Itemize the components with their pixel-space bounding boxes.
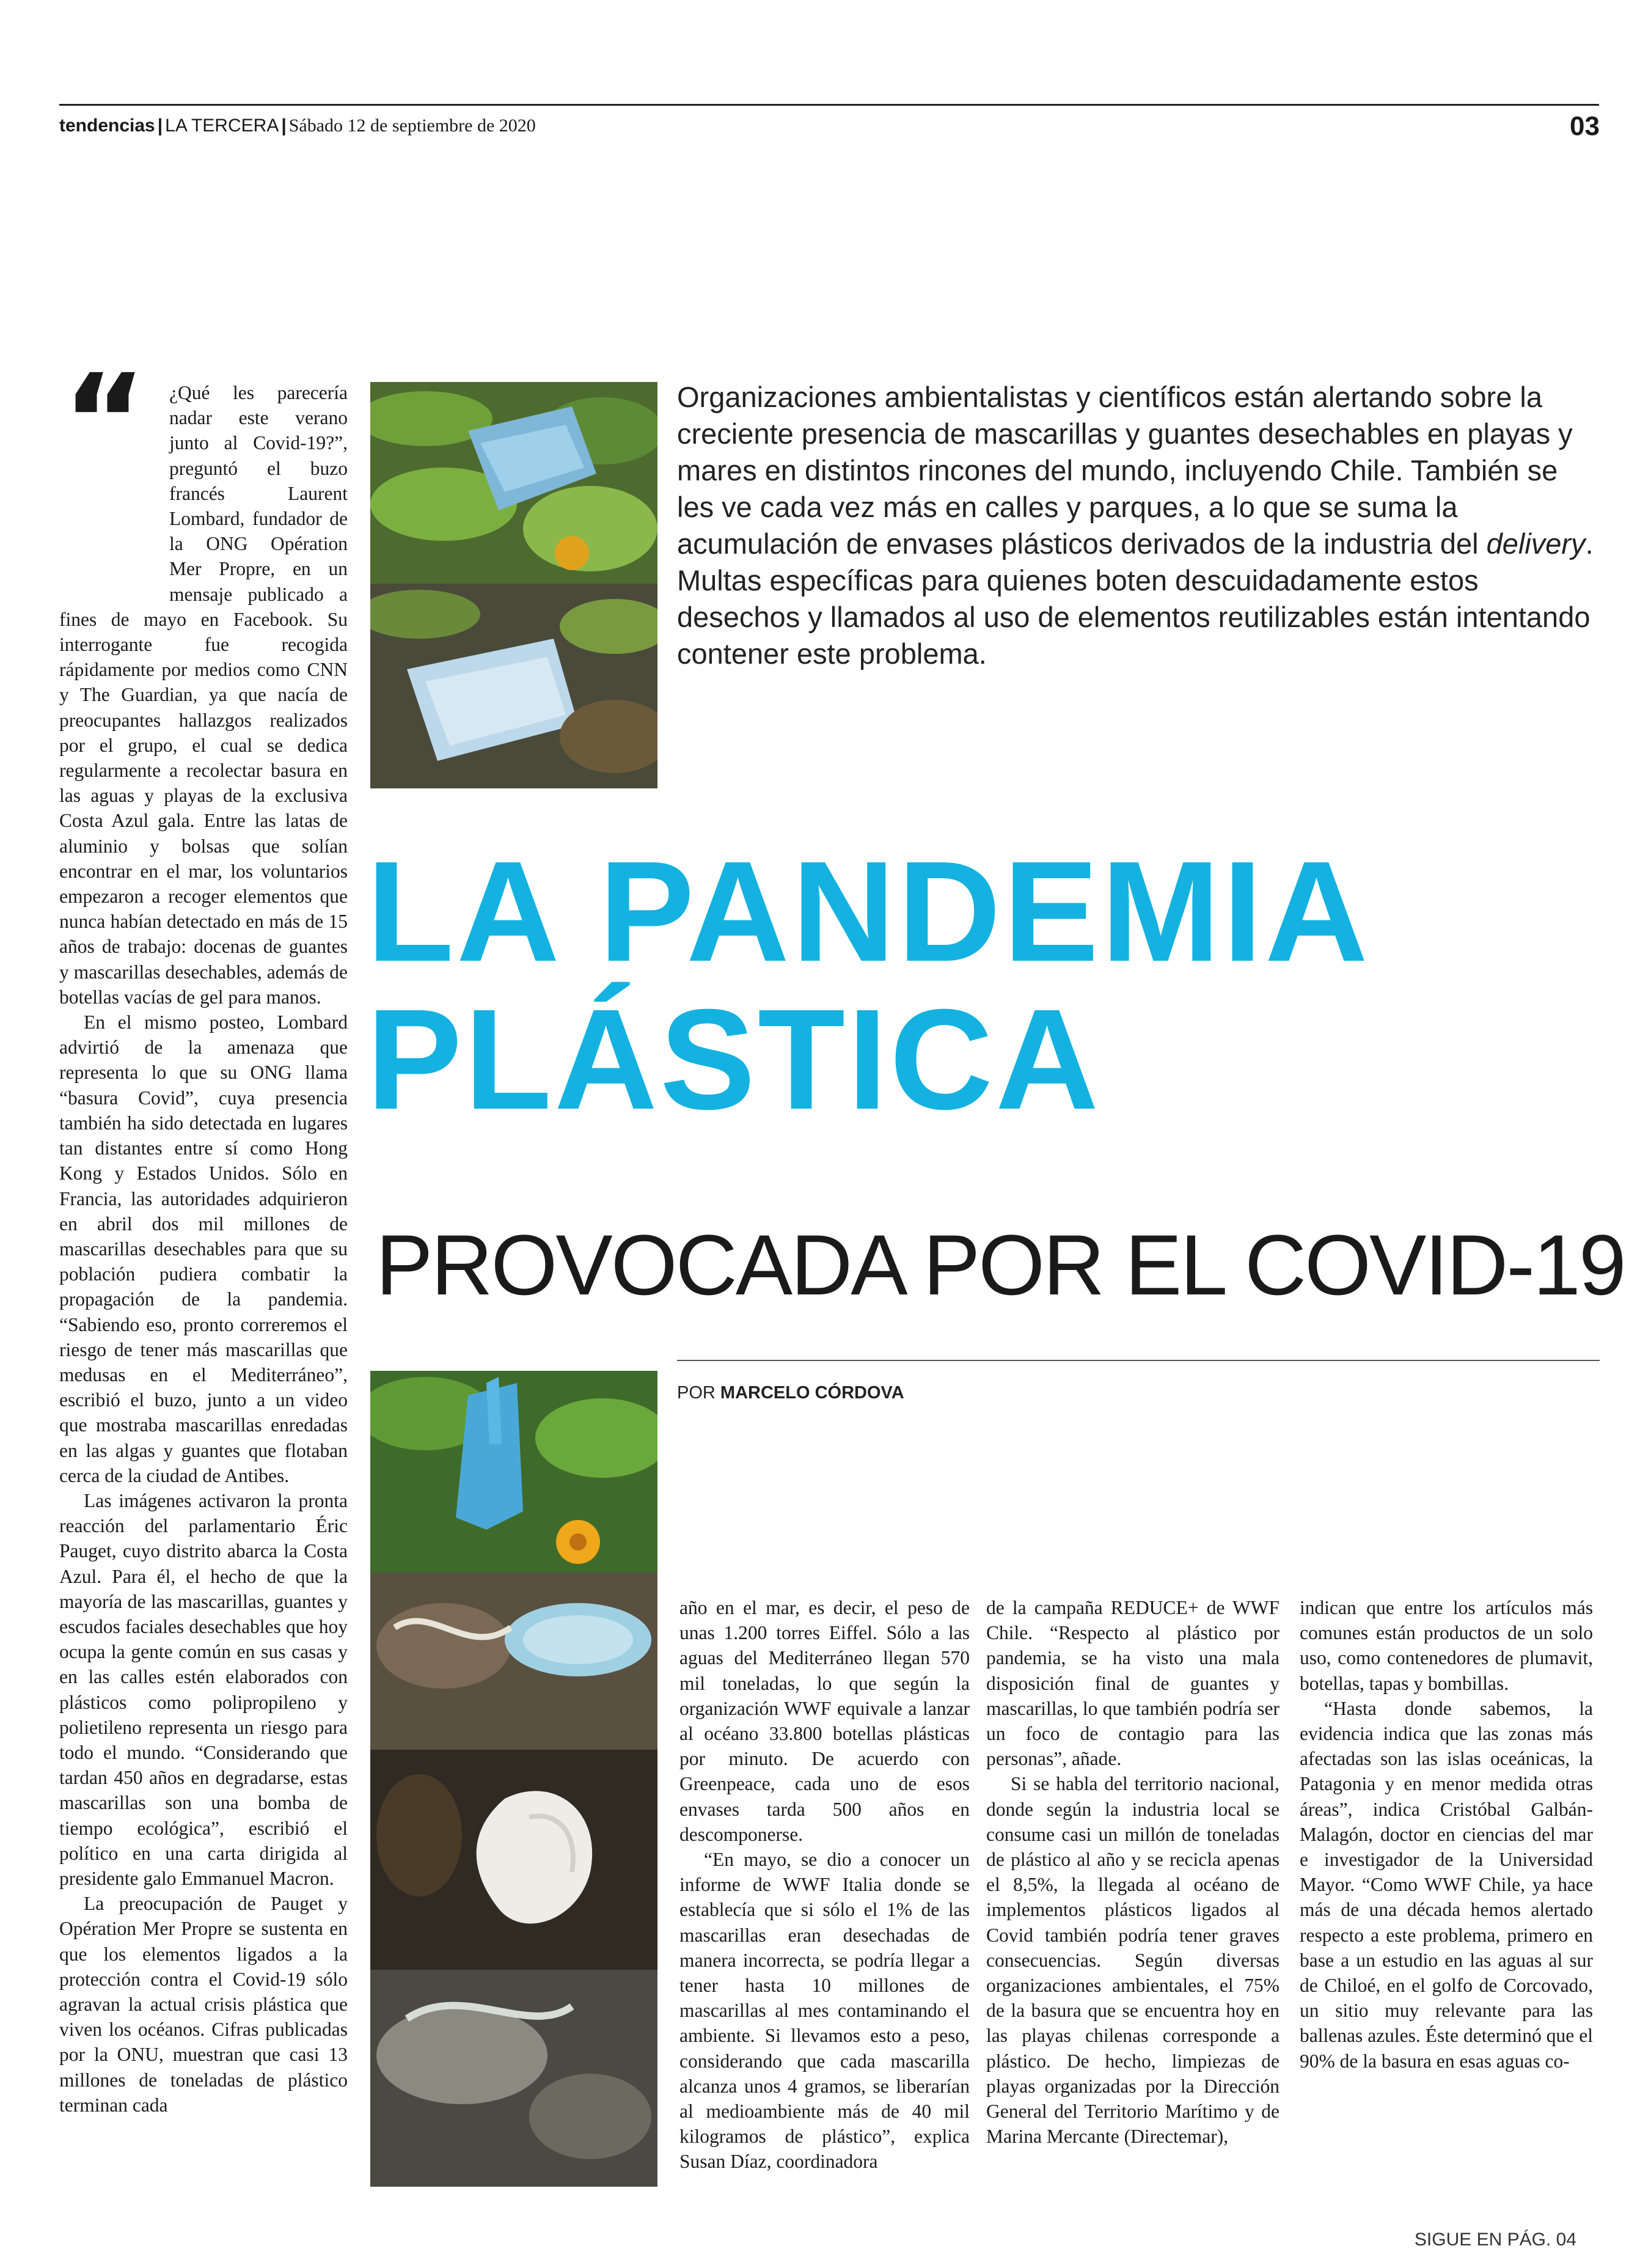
deck-text: Organizaciones ambientalistas y científicos están alertando sobre la creciente presencia de mascarillas y guantes desechables en playas y mares en distintos rincones del mundo, incluyendo Chile. También se les ve cada vez más en calles y parques, a lo que se suma la acumulación de envases plásticos derivados de la industria del xyxy=(677,381,1573,560)
paragraph: ¿Qué les parecería nadar este verano junto al Covid-19?”, preguntó el buzo francés Laurent Lombard, fundador de la ONG Opération Mer Propre, en un mensaje publicado a fines de mayo en Facebook. Su interrogante fue recogida rápidamente por medios como CNN y The Guardian, ya que nacía de preocupantes hallazgos realizados por el grupo, el cual se dedica regularmente a recolectar basura en las aguas y playas de la exclusiva Costa Azul gala. Entre las latas de aluminio y bolsas que solían encontrar en el mar, los voluntarios empezaron a recoger elementos que nunca habían detectado en más de 15 años de trabajo: docenas de guantes y mascarillas desechables, además de botellas vacías de gel para manos. xyxy=(59,380,348,1010)
photo-masks-in-leaves xyxy=(370,382,657,788)
paragraph: de la campaña REDUCE+ de WWF Chile. “Respecto al plástico por pandemia, se ha visto una mala disposición final de guantes y mascarillas, lo que también podría ser un foco de contagio para las personas”, añade. xyxy=(986,1597,1279,1770)
deck-italic-term: delivery xyxy=(1486,527,1586,560)
byline-prefix: POR xyxy=(677,1383,716,1403)
headline-line-2: PLÁSTICA xyxy=(367,979,1101,1139)
masthead xyxy=(59,115,536,137)
headline-line-1: LA PANDEMIA xyxy=(367,831,1371,991)
byline xyxy=(677,1383,904,1403)
paragraph: año en el mar, es decir, el peso de unas 1.200 torres Eiffel. Sólo a las aguas del Mediterráneo llegan 570 mil toneladas, lo que según la organización WWF equivale a lanzar al océano 33.800 botellas plásticas por minuto. De acuerdo con Greenpeace, cada uno de esos envases tarda 500 años en descomponerse. xyxy=(679,1597,970,1845)
article-column-2 xyxy=(679,1595,970,2174)
masthead-rule xyxy=(59,104,1599,106)
paragraph: La preocupación de Pauget y Opération Mer Propre se sustenta en que los elementos ligados a la protección contra el Covid-19 sólo agravan la actual crisis plástica que viven los océanos. Cifras publicadas por la ONU, muestran que casi 13 millones de toneladas de plástico terminan cada xyxy=(59,1893,348,2116)
quote-spacer xyxy=(59,380,169,582)
paragraph: “En mayo, se dio a conocer un informe de WWF Italia donde se establecía que si sólo el 1% de las mascarillas eran desechadas de manera incorrecta, se podría llegar a tener hasta 10 millones de mascarillas al mes contaminando el ambiente. Si llevamos esto a peso, considerando que cada mascarilla alcanza unos 4 gramos, se liberarían al medioambiente más de 40 mil kilogramos de plástico”, explica Susan Díaz, coordinadora xyxy=(679,1849,970,2173)
paragraph: “Hasta donde sabemos, la evidencia indica que las zonas más afectadas son las islas oceánicas, la Patagonia y en menor medida otras áreas”, indica Cristóbal Galbán-Malagón, doctor en ciencias del mar e investigador de la Universidad Mayor. “Como WWF Chile, ya hace más de una década hemos alertado respecto a este problema, primero en base a un estudio en las aguas al sur de Chiloé, en el golfo de Corcovado, un sitio muy relevante para las ballenas azules. Éste determinó que el 90% de la basura en esas aguas co- xyxy=(1300,1697,1593,2072)
page-number: 03 xyxy=(1570,111,1600,141)
article-column-4 xyxy=(1300,1595,1593,2074)
subheadline: PROVOCADA POR EL COVID-19 xyxy=(376,1217,1625,1313)
deck-text: . Multas específicas para quienes boten descuidadamente estos desechos y llamados al uso de elementos reutilizables están intentando contener este problema. xyxy=(677,527,1594,670)
masthead-separator: | xyxy=(157,116,163,136)
article-deck xyxy=(677,379,1594,672)
article-column-1 xyxy=(59,380,348,2118)
photo-gloves-svg xyxy=(370,1371,657,2187)
section-name: tendencias xyxy=(59,116,155,136)
byline-rule xyxy=(677,1360,1600,1361)
photo-gloves-strip xyxy=(370,1371,657,2187)
opening-quote-mark: “ xyxy=(62,347,147,496)
paragraph: Si se habla del territorio nacional, donde según la industria local se consume casi un millón de toneladas de plástico al año y se recicla apenas el 8,5%, la llegada al océano de implementos plásticos ligados al Covid también podría tener graves consecuencias. Según diversas organizaciones ambientales, el 75% de la basura que se encuentra hoy en las playas chilenas corresponde a plástico. De hecho, limpiezas de playas organizadas por la Dirección General del Territorio Marítimo y de Marina Mercante (Directemar), xyxy=(986,1773,1279,2148)
continued-on-page: SIGUE EN PÁG. 04 xyxy=(1414,2229,1576,2250)
issue-date: Sábado 12 de septiembre de 2020 xyxy=(288,116,536,136)
paragraph: Las imágenes activaron la pronta reacción del parlamentario Éric Pauget, cuyo distrito abarca la Costa Azul. Para él, el hecho de que la mayoría de las mascarillas, guantes y escudos faciales desechables que hoy ocupa la gente común en sus casas y en las calles estén elaborados con plásticos como polipropileno y polietileno representa un riesgo para todo el mundo. “Considerando que tardan 450 años en degradarse, estas mascarillas son una bomba de tiempo ecológica”, escribió el político en una carta dirigida al presidente galo Emmanuel Macron. xyxy=(59,1489,348,1889)
newspaper-name: LA TERCERA xyxy=(165,116,279,136)
article-column-3 xyxy=(986,1595,1279,2149)
masthead-separator: | xyxy=(281,116,287,136)
photo-masks-svg xyxy=(370,382,657,788)
headline xyxy=(367,831,1619,1139)
paragraph: En el mismo posteo, Lombard advirtió de la amenaza que representa lo que su ONG llama “basura Covid”, cuya presencia también ha sido detectada en lugares tan distantes entre sí como Hong Kong y Estados Unidos. Sólo en Francia, las autoridades adquirieron en abril dos mil millones de mascarillas desechables para que su población pudiera combatir la propagación de la pandemia. “Sabiendo eso, pronto correremos el riesgo de tener más mascarillas que medusas en el Mediterráneo”, escribió el buzo, junto a un video que mostraba mascarillas enredadas en las algas y guantes que flotaban cerca de la ciudad de Antibes. xyxy=(59,1011,348,1486)
byline-author: MARCELO CÓRDOVA xyxy=(720,1383,904,1403)
paragraph: indican que entre los artículos más comunes están productos de un solo uso, como contenedores de plumavit, botellas, tapas y bombillas. xyxy=(1300,1597,1593,1694)
